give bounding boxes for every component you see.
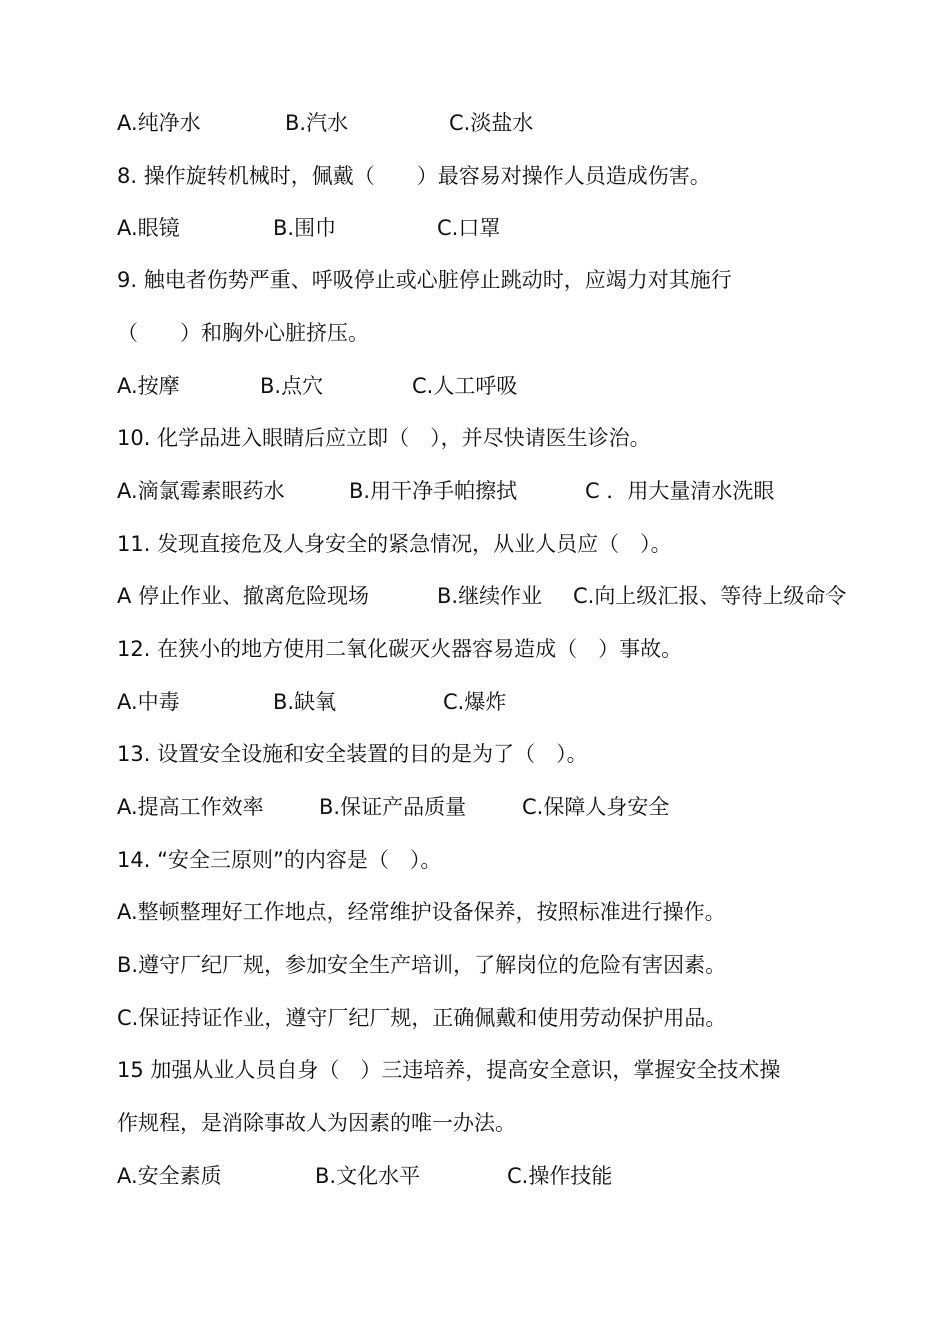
q7-option-a: A.纯净水 (117, 111, 201, 135)
q9-option-a: A.按摩 (117, 374, 180, 398)
q14-question: 14. “安全三原则”的内容是（ ）。 (117, 848, 442, 872)
q8-option-b: B.围巾 (273, 216, 337, 240)
q10-option-a: A.滴氯霉素眼药水 (117, 479, 285, 503)
q8-option-c: C.口罩 (437, 216, 501, 240)
q15-option-a: A.安全素质 (117, 1164, 222, 1188)
q12-question: 12. 在狭小的地方使用二氧化碳灭火器容易造成（ ）事故。 (117, 637, 683, 661)
q9-option-c: C.人工呼吸 (412, 374, 518, 398)
q11-question: 11. 发现直接危及人身安全的紧急情况，从业人员应（ ）。 (117, 532, 672, 556)
q12-option-b: B.缺氧 (273, 690, 337, 714)
q9-question-line2: （ ）和胸外心脏挤压。 (117, 321, 369, 345)
q9-question-line1: 9. 触电者伤势严重、呼吸停止或心脏停止跳动时，应竭力对其施行 (117, 268, 732, 292)
q14-option-c: C.保证持证作业，遵守厂纪厂规，正确佩戴和使用劳动保护用品。 (117, 1006, 727, 1030)
q10-question: 10. 化学品进入眼睛后应立即（ ），并尽快请医生诊治。 (117, 426, 651, 450)
q15-question-line1: 15 加强从业人员自身（ ）三违培养，提高安全意识，掌握安全技术操 (117, 1058, 781, 1082)
q11-option-a: A 停止作业、撤离危险现场 (117, 584, 370, 608)
q12-option-a: A.中毒 (117, 690, 180, 714)
q7-option-b: B.汽水 (285, 111, 349, 135)
q8-question: 8. 操作旋转机械时，佩戴（ ）最容易对操作人员造成伤害。 (117, 164, 711, 188)
q10-option-c: C ．用大量清水洗眼 (585, 479, 775, 503)
q12-option-c: C.爆炸 (443, 690, 507, 714)
q15-option-c: C.操作技能 (507, 1164, 613, 1188)
q13-option-b: B.保证产品质量 (319, 795, 467, 819)
q13-question: 13. 设置安全设施和安全装置的目的是为了（ ）。 (117, 742, 588, 766)
q10-option-b: B.用干净手帕擦拭 (349, 479, 518, 503)
q15-option-b: B.文化水平 (315, 1164, 421, 1188)
q9-option-b: B.点穴 (260, 374, 324, 398)
q13-option-c: C.保障人身安全 (522, 795, 670, 819)
q11-option-b: B.继续作业 (437, 584, 543, 608)
q14-option-b: B.遵守厂纪厂规，参加安全生产培训，了解岗位的危险有害因素。 (117, 953, 727, 977)
q8-option-a: A.眼镜 (117, 216, 180, 240)
q15-question-line2: 作规程，是消除事故人为因素的唯一办法。 (117, 1111, 516, 1135)
q11-option-c: C.向上级汇报、等待上级命令 (573, 584, 847, 608)
q13-option-a: A.提高工作效率 (117, 795, 264, 819)
q7-option-c: C.淡盐水 (449, 111, 534, 135)
q14-option-a: A.整顿整理好工作地点，经常维护设备保养，按照标准进行操作。 (117, 900, 726, 924)
